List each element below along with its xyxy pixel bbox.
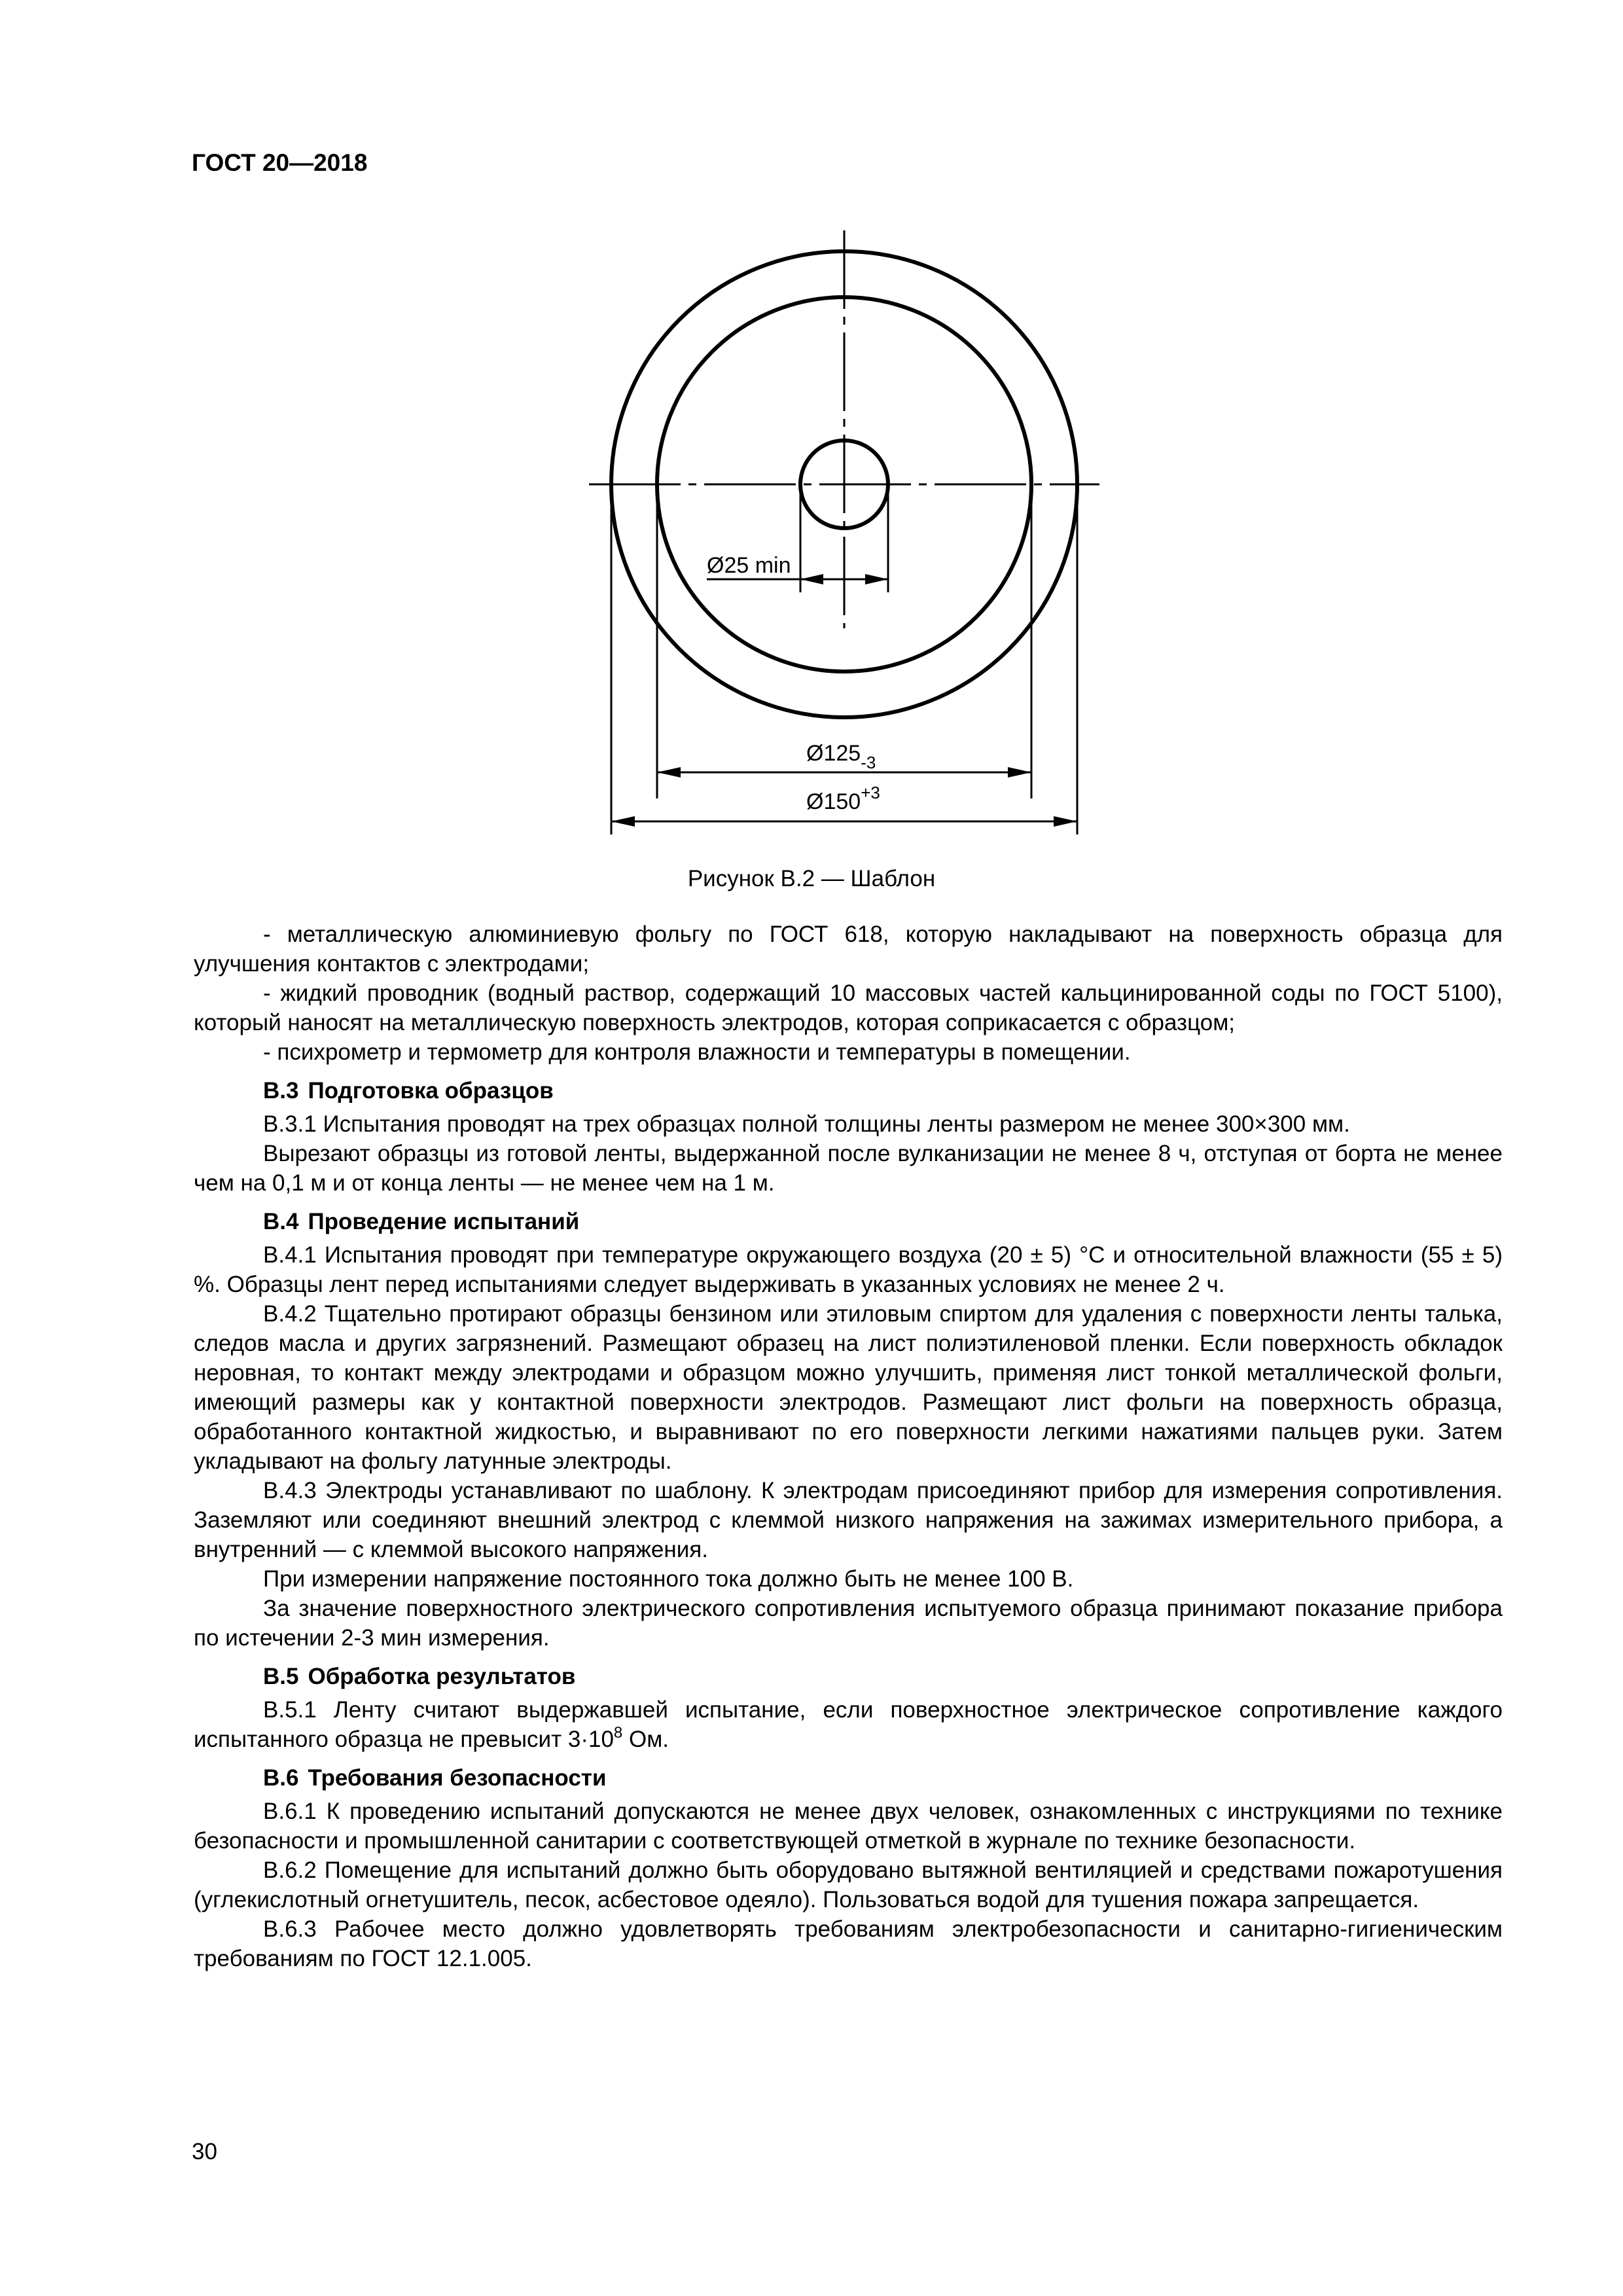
document-header: ГОСТ 20—2018 <box>192 149 368 176</box>
paragraph: В.4.3 Электроды устанавливают по шаблону. К электродам присоединяют прибор для измерения сопротивления. Заземляют или соединяют внешний электрод с клеммой низкого напряжения на зажимах измерительного прибора, а внутренний — с клеммой высокого напряжения. <box>194 1478 1503 1562</box>
paragraph: В.5.1 Ленту считают выдержавшей испытание, если поверхностное электрическое сопротивление каждого испытанного образца не превысит $3\cdot 10^8$ Ом. <box>194 1697 1503 1752</box>
paragraph: В.4.2 Тщательно протирают образцы бензином или этиловым спиртом для удаления с поверхности ленты талька, следов масла и других загрязнений. Размещают образец на лист полиэтиленовой пленки. Если поверхность обкладок неровная, то контакт между электродами и образцом можно улучшить, применяя лист тонкой металлической фольги, имеющий размеры как у контактной поверхности электродов. Размещают лист фольги на поверхность образца, обработанного контактной жидкостью, и выравнивают по его поверхности легкими нажатиями пальцев руки. Затем укладывают на фольгу латунные электроды. <box>194 1301 1503 1474</box>
document-body <box>194 920 1503 1973</box>
paragraph: В.6.1 К проведению испытаний допускаются не менее двух человек, ознакомленных с инструкциями по технике безопасности и промышленной санитарии с соответствующей отметкой в журнале по технике безопасности. <box>194 1799 1503 1854</box>
paragraph: В.4.1 Испытания проводят при температуре окружающего воздуха (20 ± 5) °С и относительной влажности (55 ± 5) %. Образцы лент перед испытаниями следует выдерживать в указанных условиях не менее 2 ч. <box>194 1242 1503 1297</box>
list-item: - психрометр и термометр для контроля влажности и температуры в помещении. <box>263 1039 1131 1065</box>
template-drawing <box>576 223 1139 851</box>
section-heading-b6: В.6 Требования безопасности <box>263 1765 607 1791</box>
dim-outer-label: $Ø150^{+3}$ <box>806 783 880 814</box>
paragraph: В.3.1 Испытания проводят на трех образцах полной толщины ленты размером не менее 300×300 мм. <box>263 1111 1350 1137</box>
list-item: - металлическую алюминиевую фольгу по ГОСТ 618, которую накладывают на поверхность образца для улучшения контактов с электродами; <box>194 922 1503 977</box>
list-item: - жидкий проводник (водный раствор, содержащий 10 массовых частей кальцинированной соды по ГОСТ 5100), который наносят на металлическую поверхность электродов, которая соприкасается с образцом; <box>194 980 1503 1035</box>
section-heading-b4: В.4 Проведение испытаний <box>263 1209 580 1234</box>
section-heading-b5: В.5 Обработка результатов <box>263 1664 576 1689</box>
paragraph: При измерении напряжение постоянного тока должно быть не менее 100 В. <box>263 1566 1074 1592</box>
paragraph: За значение поверхностного электрического сопротивления испытуемого образца принимают показание прибора по истечении 2-3 мин измерения. <box>194 1596 1503 1651</box>
dim-middle-label: $Ø125_{-3}$ <box>806 741 876 772</box>
paragraph: В.6.2 Помещение для испытаний должно быть оборудовано вытяжной вентиляцией и средствами пожаротушения (углекислотный огнетушитель, песок, асбестовое одеяло). Пользоваться водой для тушения пожара запрещается. <box>194 1857 1503 1912</box>
paragraph: Вырезают образцы из готовой ленты, выдержанной после вулканизации не менее 8 ч, отступая от борта не менее чем на 0,1 м и от конца ленты — не менее чем на 1 м. <box>194 1141 1503 1196</box>
section-heading-b3: В.3 Подготовка образцов <box>263 1078 554 1103</box>
figure-caption: Рисунок В.2 — Шаблон <box>687 866 936 891</box>
paragraph: В.6.3 Рабочее место должно удовлетворять требованиям электробезопасности и санитарно-гигиеническим требованиям по ГОСТ 12.1.005. <box>194 1916 1503 1971</box>
dim-inner-label: Ø25 min <box>707 553 791 578</box>
page-number: 30 <box>192 2139 217 2164</box>
